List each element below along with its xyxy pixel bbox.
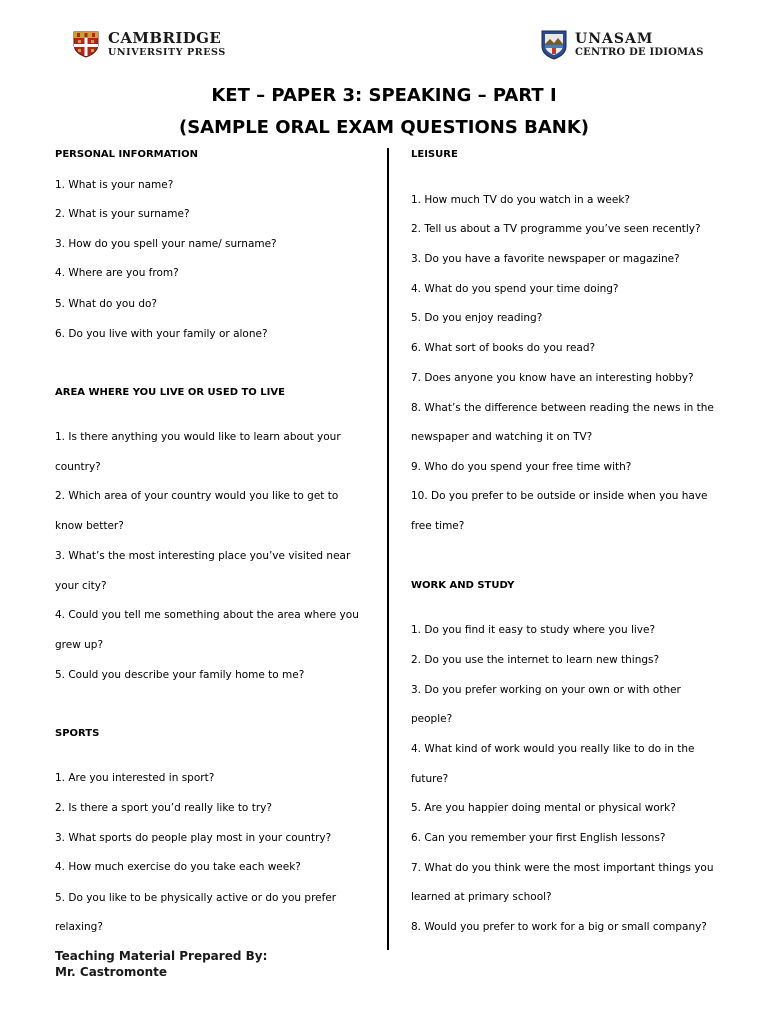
question-line: 9. Who do you spend your free time with? xyxy=(411,461,632,473)
question-line: 7. What do you think were the most important things you xyxy=(411,862,714,874)
question-line: 5. Are you happier doing mental or physical work? xyxy=(411,802,676,814)
footer-credit xyxy=(55,948,267,980)
question-line: free time? xyxy=(411,520,465,532)
question-line: 6. Do you live with your family or alone? xyxy=(55,328,268,340)
question-line: future? xyxy=(411,773,449,785)
cambridge-logo-name: CAMBRIDGE xyxy=(108,28,222,47)
question-line: 1. Are you interested in sport? xyxy=(55,772,215,784)
question-line: 5. Do you like to be physically active or do you prefer xyxy=(55,892,337,904)
question-line: 1. Do you find it easy to study where you live? xyxy=(411,624,656,636)
question-line: 4. How much exercise do you take each week? xyxy=(55,861,301,873)
question-line: 1. What is your name? xyxy=(55,179,174,191)
question-line: grew up? xyxy=(55,639,104,651)
section-heading-work-and-study: WORK AND STUDY xyxy=(411,580,515,591)
footer-prepared-by: Teaching Material Prepared By: xyxy=(55,949,268,963)
question-line: 1. How much TV do you watch in a week? xyxy=(411,194,630,206)
question-line: 4. What do you spend your time doing? xyxy=(411,283,619,295)
question-line: learned at primary school? xyxy=(411,891,552,903)
cambridge-logo-subtitle: UNIVERSITY PRESS xyxy=(108,46,226,58)
question-line: 2. Is there a sport you’d really like to try? xyxy=(55,802,272,814)
cambridge-shield-icon xyxy=(72,30,100,58)
unasam-logo xyxy=(541,30,704,60)
question-line: 6. Can you remember your first English lessons? xyxy=(411,832,666,844)
question-line: 5. Do you enjoy reading? xyxy=(411,312,543,324)
page-subtitle: (SAMPLE ORAL EXAM QUESTIONS BANK) xyxy=(178,117,589,138)
question-line: 3. What’s the most interesting place you’ve visited near xyxy=(55,550,351,562)
question-line: 2. What is your surname? xyxy=(55,208,190,220)
page-title: KET – PAPER 3: SPEAKING – PART I xyxy=(211,85,557,106)
question-line: newspaper and watching it on TV? xyxy=(411,431,593,443)
question-line: people? xyxy=(411,713,453,725)
question-line: 3. How do you spell your name/ surname? xyxy=(55,238,277,250)
question-line: 1. Is there anything you would like to learn about your xyxy=(55,431,341,443)
unasam-logo-name: UNASAM xyxy=(575,31,654,47)
question-line: 3. Do you have a favorite newspaper or magazine? xyxy=(411,253,680,265)
question-line: 3. Do you prefer working on your own or with other xyxy=(411,684,681,696)
question-line: country? xyxy=(55,461,101,473)
question-line: 6. What sort of books do you read? xyxy=(411,342,596,354)
question-line: your city? xyxy=(55,580,107,592)
question-line: 7. Does anyone you know have an interesting hobby? xyxy=(411,372,694,384)
question-line: 10. Do you prefer to be outside or inside when you have xyxy=(411,490,708,502)
unasam-logo-subtitle: CENTRO DE IDIOMAS xyxy=(575,47,704,58)
question-line: 8. What’s the difference between reading the news in the xyxy=(411,402,714,414)
question-line: 4. What kind of work would you really like to do in the xyxy=(411,743,695,755)
section-heading-sports: SPORTS xyxy=(55,728,100,739)
question-line: 8. Would you prefer to work for a big or small company? xyxy=(411,921,707,933)
column-divider xyxy=(387,148,389,950)
cambridge-logo xyxy=(72,30,226,58)
unasam-shield-icon xyxy=(541,30,567,60)
question-line: 4. Could you tell me something about the area where you xyxy=(55,609,359,621)
section-heading-area: AREA WHERE YOU LIVE OR USED TO LIVE xyxy=(55,387,285,398)
question-line: 2. Do you use the internet to learn new things? xyxy=(411,654,660,666)
section-heading-leisure: LEISURE xyxy=(411,149,458,160)
section-heading-personal-information: PERSONAL INFORMATION xyxy=(55,149,198,160)
question-line: 2. Which area of your country would you like to get to xyxy=(55,490,339,502)
question-line: know better? xyxy=(55,520,124,532)
question-line: relaxing? xyxy=(55,921,103,933)
question-line: 3. What sports do people play most in your country? xyxy=(55,832,332,844)
question-line: 2. Tell us about a TV programme you’ve seen recently? xyxy=(411,223,701,235)
question-line: 4. Where are you from? xyxy=(55,267,179,279)
footer-author: Mr. Castromonte xyxy=(55,965,167,979)
question-line: 5. Could you describe your family home to me? xyxy=(55,669,305,681)
question-line: 5. What do you do? xyxy=(55,298,158,310)
